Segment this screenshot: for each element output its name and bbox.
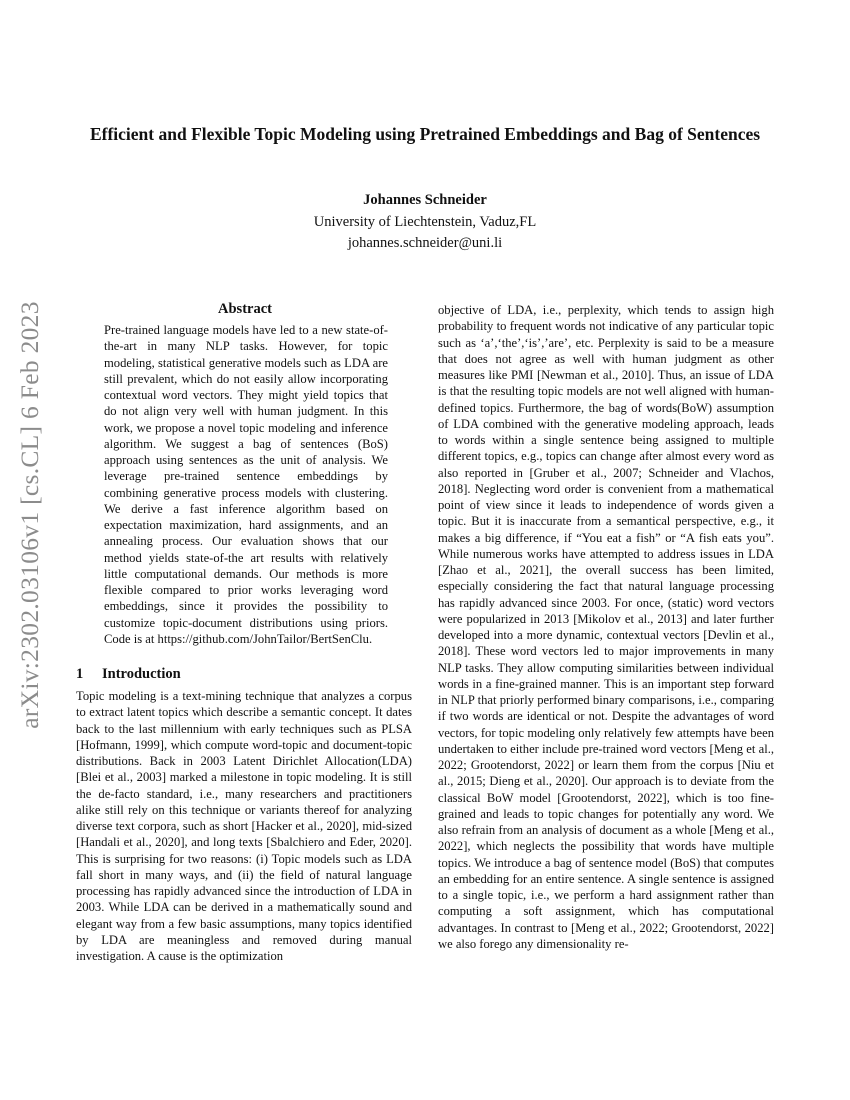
abstract-body: Pre-trained language models have led to a new state-of-the-art in many NLP tasks. However, for topic modeling, statistical generative models such as LDA are still prevalent, which do not easily allow incorporating contextual word vectors. They might yield topics that do not align very well with human judgment. In this work, we propose a novel topic modeling and inference algorithm. We suggest a bag of sentences (BoS) approach using sentences as the unit of analysis. We leverage pre-trained sentence embeddings by combining generative process models with clustering. We derive a fast inference algorithm based on expectation maximization, hard assignments, and an annealing process. Our evaluation shows that our method yields state-of-the art results with relatively little computational demands. Our methods is more flexible compared to prior works leveraging word embeddings, since it provides the possibility to customize topic-document distributions using priors. Code is at https://github.com/JohnTailor/BertSenClu. bbox=[104, 323, 388, 646]
author-affiliation: University of Liechtenstein, Vaduz,FL bbox=[313, 214, 537, 230]
paper-title: Efficient and Flexible Topic Modeling using Pretrained Embeddings and Bag of Sentences bbox=[89, 124, 761, 144]
author-name: Johannes Schneider bbox=[363, 192, 487, 208]
introduction-text-left-column: Topic modeling is a text-mining technique that analyzes a corpus to extract latent topics which describe a semantic concept. It dates back to the last millennium with early techniques such as PLSA [Hofmann, 1999], which compute word-topic and document-topic distributions. Back in 2003 Latent Dirichlet Allocation(LDA) [Blei et al., 2003] marked a milestone in topic modeling. It is still the de-facto standard, i.e., many researchers and practitioners alike still rely on this technique or variants thereof for analyzing diverse text corpora, such as short [Hacker et al., 2020], mid-sized [Handali et al., 2020], and long texts [Sbalchiero and Eder, 2020]. This is surprising for two reasons: (i) Topic models such as LDA fall short in many ways, and (ii) the field of natural language processing has rapidly advanced since the introduction of LDA in 2003. While LDA can be derived in a mathematically sound and elegant way from a few basic assumptions, many topics identified by LDA are meaningless and removed during manual investigation. A cause is the optimization bbox=[76, 689, 412, 963]
author-email: johannes.schneider@uni.li bbox=[347, 235, 503, 251]
abstract-heading: Abstract bbox=[218, 301, 272, 317]
arxiv-identifier-text: arXiv:2302.03106v1 [cs.CL] 6 Feb 2023 bbox=[15, 301, 44, 729]
section-heading-introduction bbox=[76, 666, 181, 683]
section-number: 1 bbox=[76, 666, 84, 682]
arxiv-identifier-stamp bbox=[0, 270, 60, 760]
introduction-text-right-column: objective of LDA, i.e., perplexity, which tends to assign high probability to frequent words not indicative of any particular topic such as ‘a’,‘the’,‘is’,’are’, etc. Perplexity is said to be a measure that does not agree as well with human judgment as other measures like PMI [Newman et al., 2010]. Thus, an issue of LDA is that the resulting topic models are not well aligned with human-defined topics. Furthermore, the bag of words(BoW) assumption of LDA combined with the generative modeling approach, leads to words within a single sentence being assigned to multiple different topics, e.g., topics can change after almost every word as also reported in [Gruber et al., 2007; Schneider and Vlachos, 2018]. Neglecting word order is convenient from a mathematical point of view since it leads to independence of words given a topic. But it is inaccurate from a semantical perspective, e.g., it makes a big difference, if “You eat a fish” or “A fish eats you”. While numerous works have attempted to address issues in LDA [Zhao et al., 2021], the overall success has been limited, especially considering the fact that natural language processing has rapidly advanced since 2003. For once, (static) word vectors were popularized in 2013 [Mikolov et al., 2013] and later further developed into a more dynamic, contextual vectors [Devlin et al., 2018]. These word vectors led to major improvements in many NLP tasks. They allow computing similarities between individual words in a fine-grained manner. This is an important step forward in NLP that priorly performed binary comparisons, i.e., comparing if two words are identical or not. Despite the advantages of word vectors, for topic modeling only relatively few attempts have been undertaken to either include pre-trained word vectors [Meng et al., 2022; Grootendorst, 2022] or learn them from the corpus [Niu et al., 2015; Dieng et al., 2020]. Our approach is to deviate from the classical BoW model [Grootendorst, 2022], which is too fine-grained and leads to topic changes for potentially any word. We also refrain from an analysis of document as a whole [Meng et al., 2022], which neglects the possibility that words have multiple topics. We introduce a bag of sentence model (BoS) that computes an embedding for an entire sentence. A single sentence is assigned to a single topic, i.e., we perform a hard assignment rather than computing a soft assignment, which has computational advantages. In contrast to [Meng et al., 2022; Grootendorst, 2022] we also forego any dimensionality re- bbox=[438, 303, 774, 951]
section-title: Introduction bbox=[102, 666, 181, 682]
